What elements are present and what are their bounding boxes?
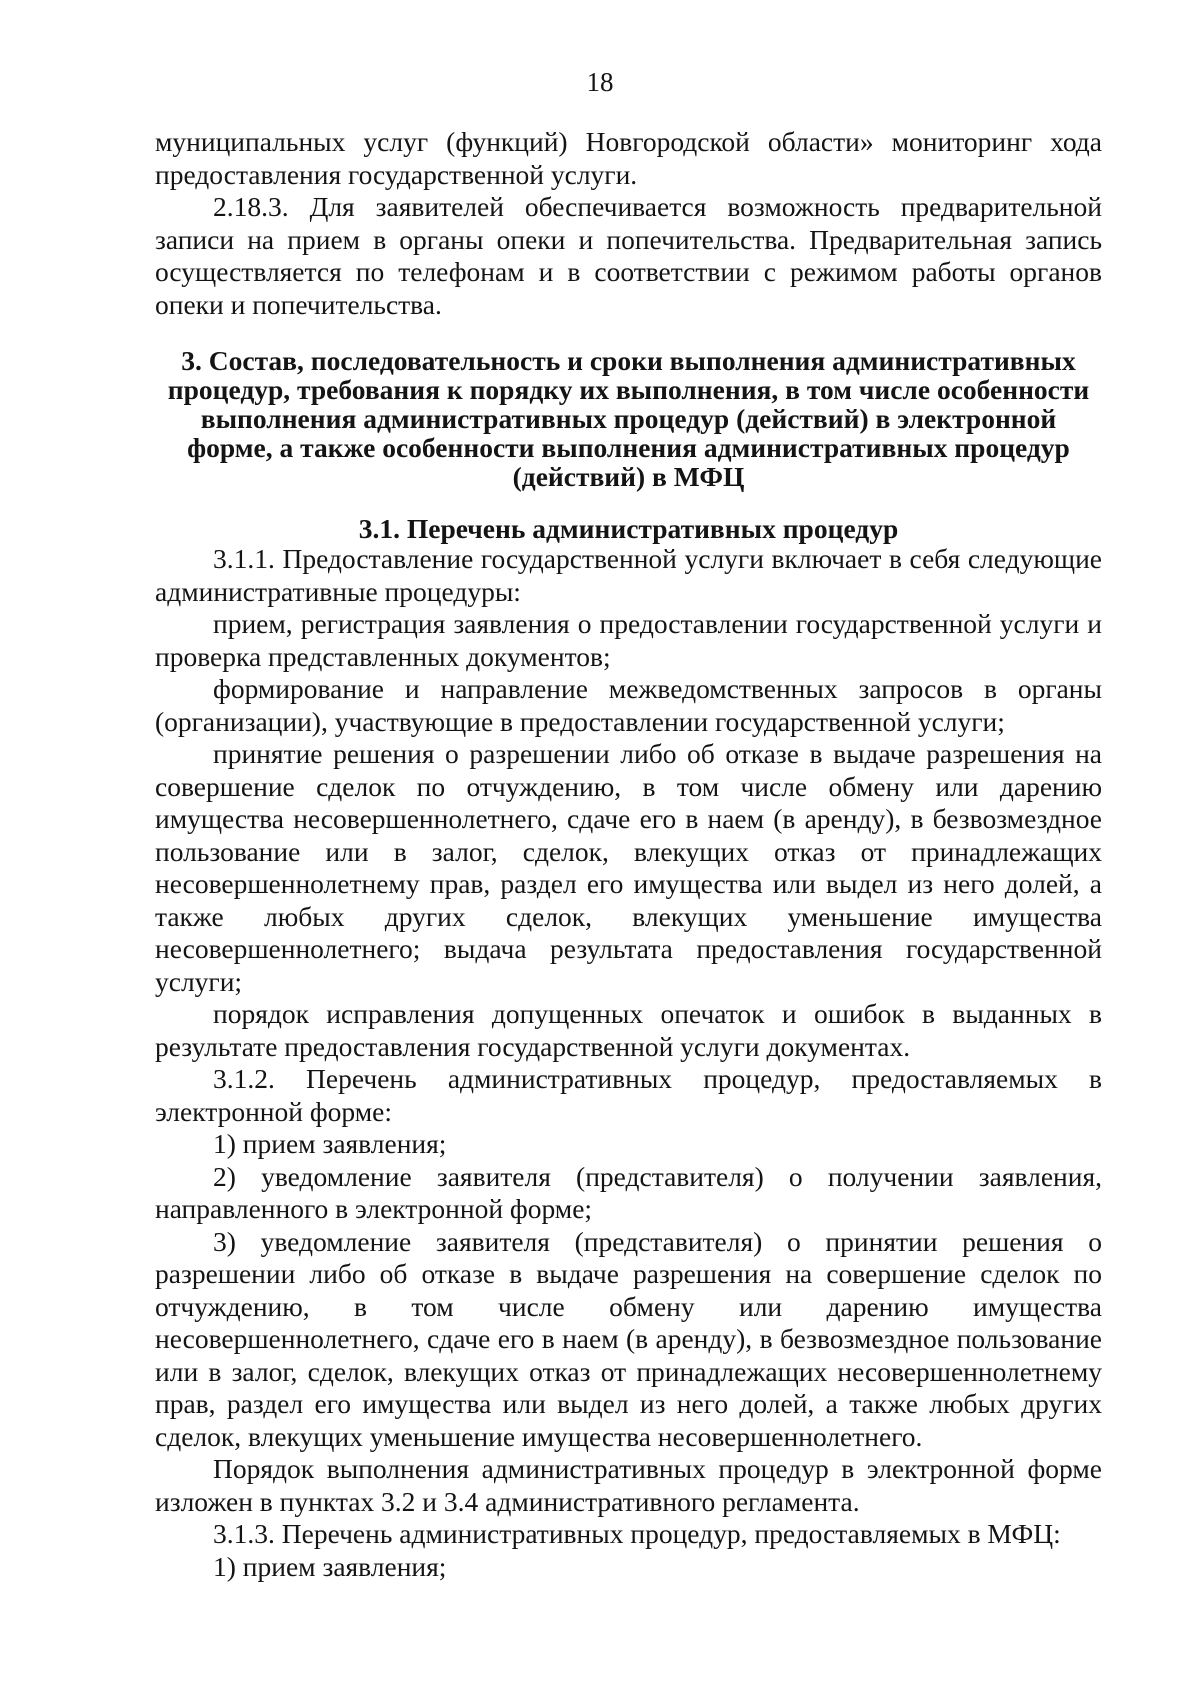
list-item: 1) прием заявления; <box>213 1128 447 1159</box>
list-item: прием, регистрация заявления о предоставлении государственной услуги и проверка представленных документов; <box>155 608 1102 672</box>
document-body <box>155 126 1102 1583</box>
list-item: формирование и направление межведомственных запросов в органы (организации), участвующие в предоставлении государственной услуги; <box>155 673 1102 737</box>
list-item: принятие решения о разрешении либо об отказе в выдаче разрешения на совершение сделок по отчуждению, в том числе обмену или дарению имущества несовершеннолетнего, сдаче его в наем (в аренду), в безвозмездное пользование или в залог, сделок, влекущих отказ от принадлежащих несовершеннолетнему прав, раздел его имущества или выдел из него долей, а также любых других сделок, влекущих уменьшение имущества несовершеннолетнего; выдача результата предоставления государственной услуги; <box>155 738 1102 997</box>
list-item: 3) уведомление заявителя (представителя) о принятии решения о разрешении либо об отказе в выдаче разрешения на совершение сделок по отчуждению, в том числе обмену или дарению имущества несовершеннолетнего, сдаче его в наем (в аренду), в безвозмездное пользование или в залог, сделок, влекущих отказ от принадлежащих несовершеннолетнему прав, раздел его имущества или выдел из него долей, а также любых других сделок, влекущих уменьшение имущества несовершеннолетнего. <box>155 1225 1102 1452</box>
subsection-heading: 3.1. Перечень административных процедур <box>358 513 899 544</box>
section-heading: 3. Состав, последовательность и сроки выполнения административных процедур, требования к порядку их выполнения, в том числе особенности выполнения административных процедур (действий) в электронной форме, а также особенности выполнения административных процедур (действий) в МФЦ <box>167 345 1090 492</box>
paragraph-3-1-2: 3.1.2. Перечень административных процедур, предоставляемых в электронной форме: <box>155 1063 1102 1127</box>
paragraph-3-1-1: 3.1.1. Предоставление государственной услуги включает в себя следующие административные процедуры: <box>155 543 1102 607</box>
paragraph-3-1-3: 3.1.3. Перечень административных процедур, предоставляемых в МФЦ: <box>213 1518 1061 1549</box>
paragraph-2-18-3: 2.18.3. Для заявителей обеспечивается возможность предварительной записи на прием в органы опеки и попечительства. Предварительная запись осуществляется по телефонам и в соответствии с режимом работы органов опеки и попечительства. <box>155 191 1102 320</box>
paragraph-procedure-order: Порядок выполнения административных процедур в электронной форме изложен в пунктах 3.2 и 3.4 административного регламента. <box>155 1453 1102 1517</box>
paragraph-continuation: муниципальных услуг (функций) Новгородской области» мониторинг хода предоставления государственной услуги. <box>155 126 1102 190</box>
page-number: 18 <box>586 67 614 97</box>
list-item: 2) уведомление заявителя (представителя) о получении заявления, направленного в электронной форме; <box>155 1160 1102 1224</box>
list-item: 1) прием заявления; <box>213 1550 447 1582</box>
list-item: порядок исправления допущенных опечаток и ошибок в выданных в результате предоставления государственной услуги документах. <box>155 998 1102 1062</box>
